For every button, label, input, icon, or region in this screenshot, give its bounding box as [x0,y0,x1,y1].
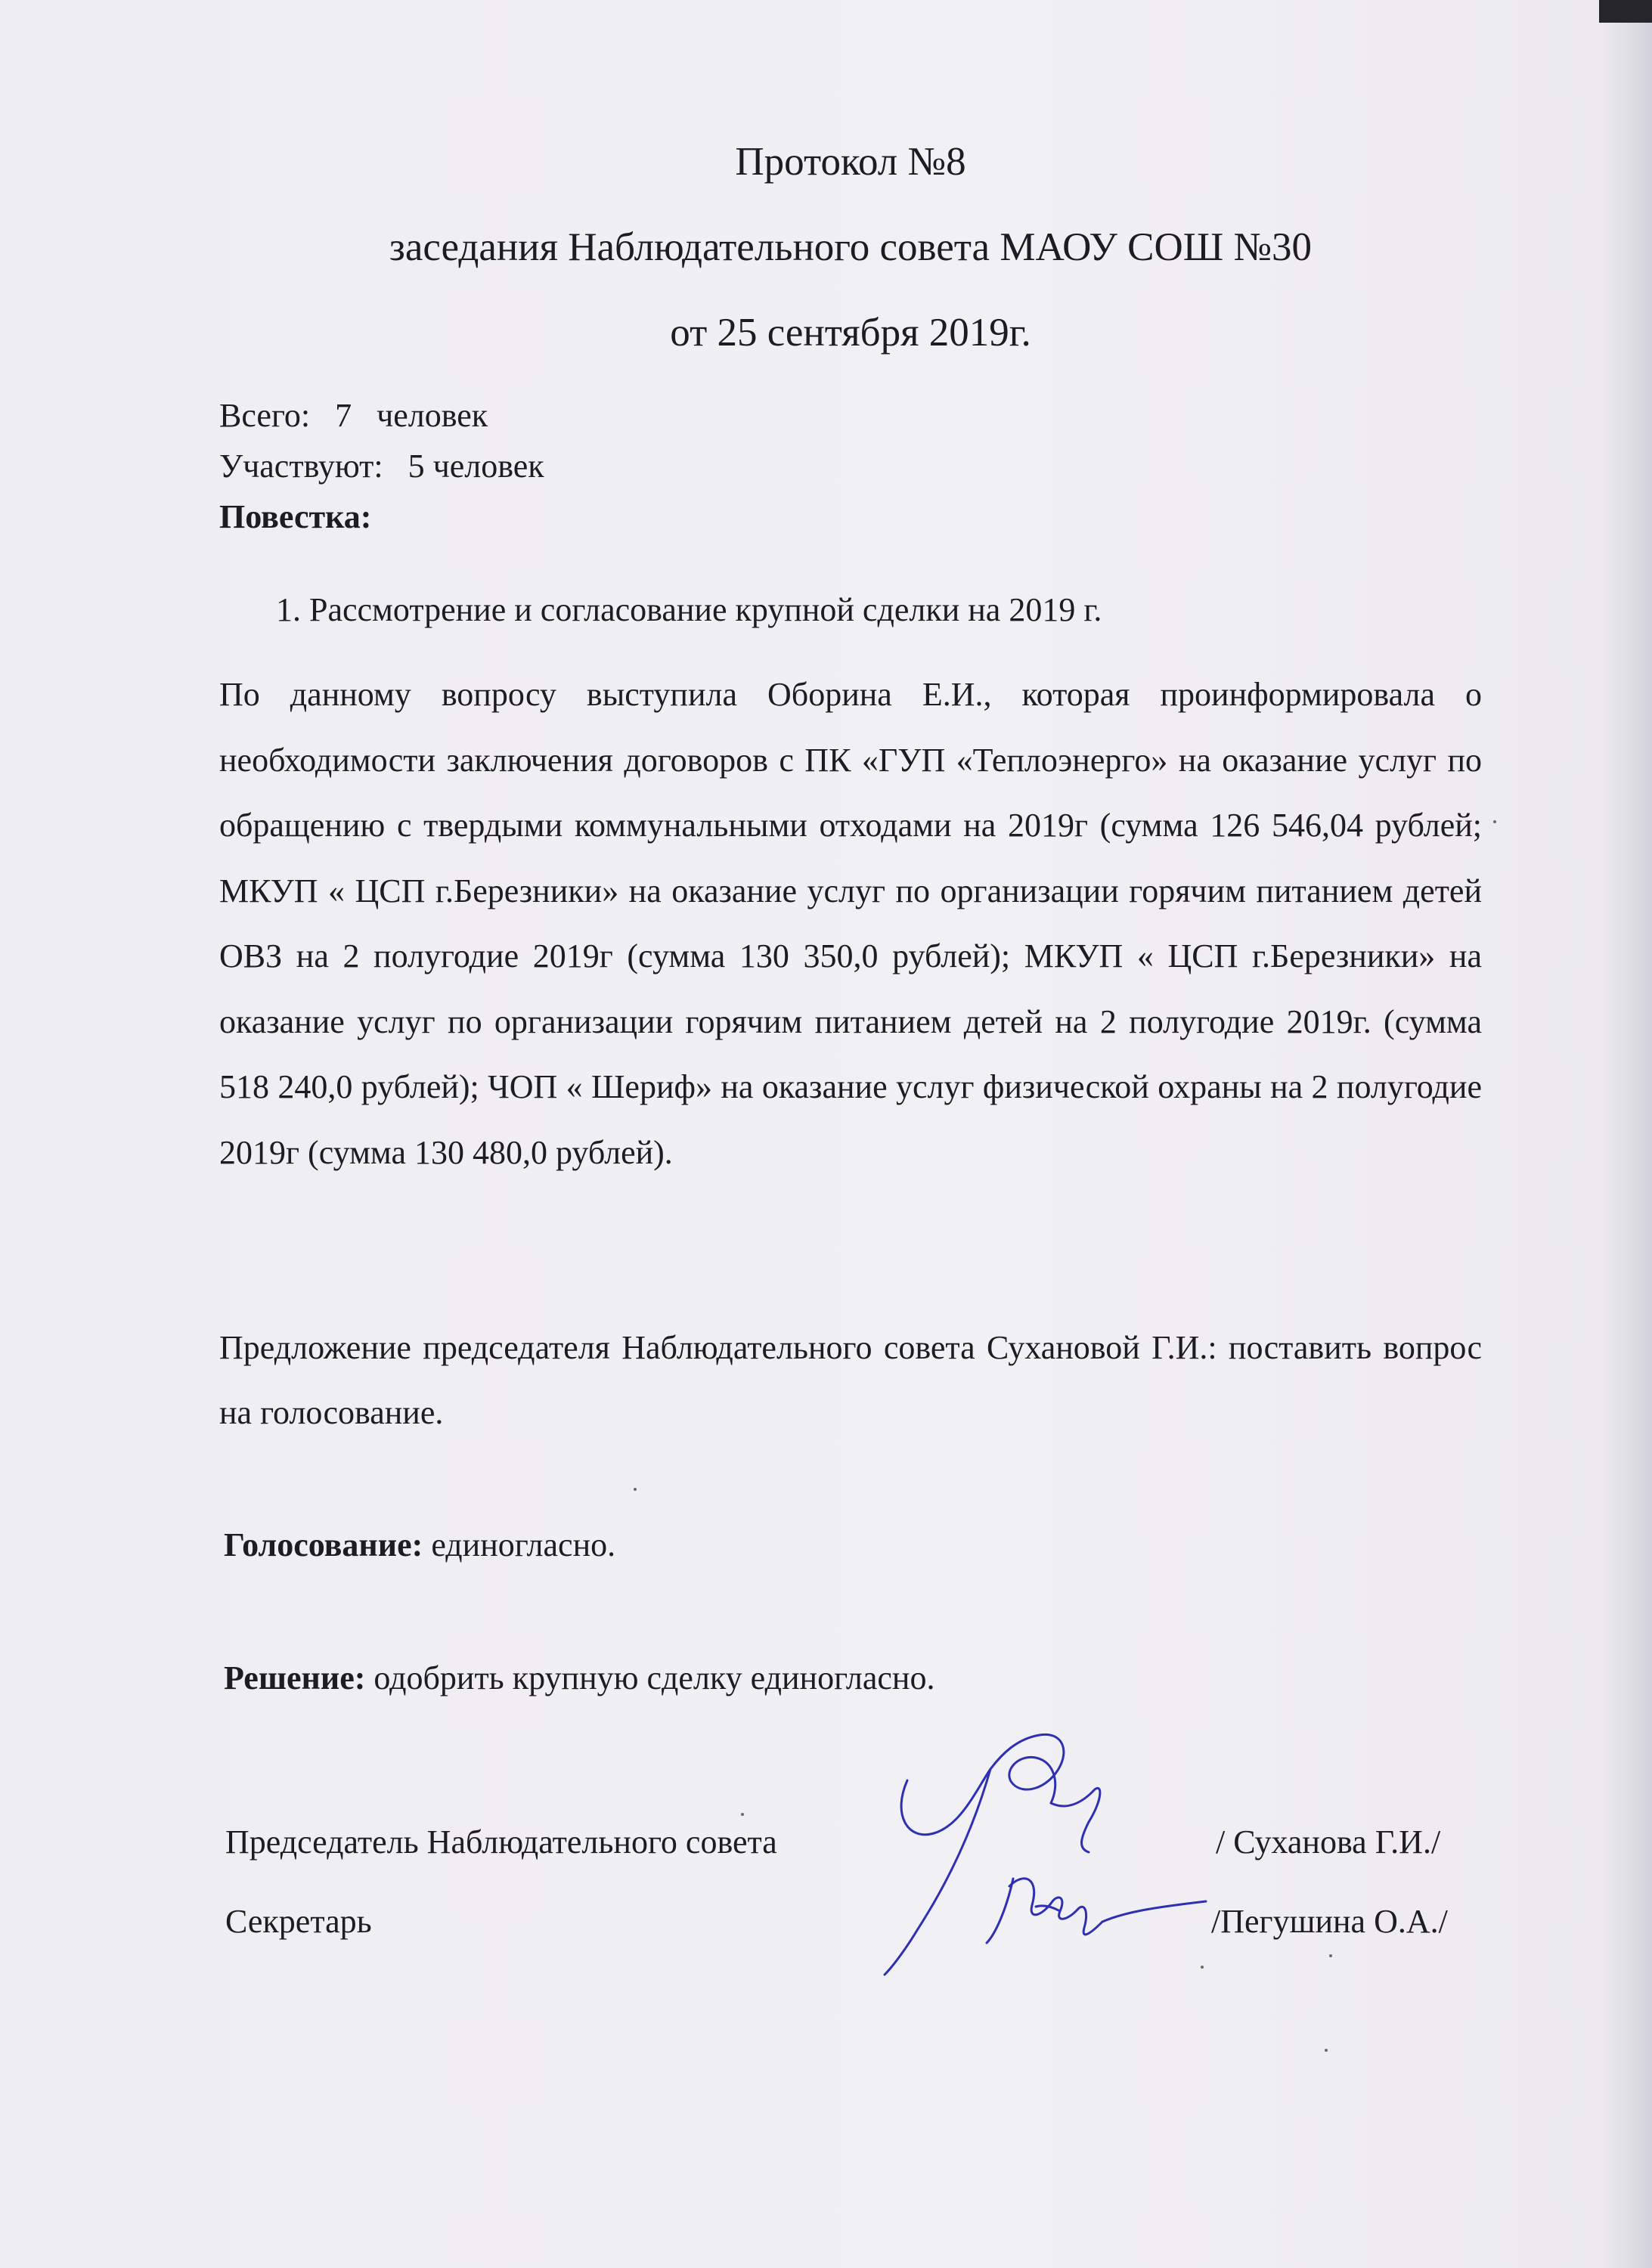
protocol-number-title: Протокол №8 [735,140,966,184]
meeting-date: от 25 сентября 2019г. [670,311,1031,355]
scan-speck [741,1813,744,1816]
total-members: Всего: 7 человек [219,397,488,434]
chair-role: Председатель Наблюдательного совета [225,1823,777,1861]
voting-line [224,1525,615,1566]
handwritten-signatures [862,1709,1225,1988]
decision-line [224,1658,934,1699]
chair-signature-stroke [901,1734,1064,1834]
scan-speck [1493,820,1496,823]
secretary-signature-stroke [1102,1901,1206,1922]
proposal-paragraph: Предложение председателя Наблюдательного совета Сухановой Г.И.: поставить вопрос на голосование. [219,1329,1482,1431]
secretary-signature-stroke [1009,1879,1102,1935]
chair-name: / Суханова Г.И./ [1216,1823,1441,1861]
chair-signature-stroke [1082,1822,1089,1852]
decision-label: Решение: [224,1659,366,1696]
discussion-paragraph: По данному вопросу выступила Оборина Е.И., которая проинформировала о необходимости заключения договоров с ПК «ГУП «Теплоэнерго» на оказание услуг по обращению с твердыми коммунальными отходами на 2019г (сумма 126 546,04 рублей; МКУП « ЦСП г.Березники» на оказание услуг по организации горячим питанием детей ОВЗ на 2 полугодие 2019г (сумма 130 350,0 рублей); МКУП « ЦСП г.Березники» на оказание услуг по организации горячим питанием детей на 2 полугодие 2019г. (сумма 518 240,0 рублей); ЧОП « Шериф» на оказание услуг физической охраны на 2 полугодие 2019г (сумма 130 480,0 рублей). [219,676,1482,1171]
secretary-signature-stroke [1036,1906,1060,1911]
scan-edge-shadow [1599,23,1652,2268]
voting-label: Голосование: [224,1526,423,1563]
voting-value: единогласно. [423,1526,616,1563]
agenda-item-1: 1. Рассмотрение и согласование крупной сделки на 2019 г. [276,591,1102,628]
scan-speck [1201,1966,1204,1969]
scan-speck [634,1488,637,1491]
secretary-name: /Пегушина О.А./ [1211,1903,1448,1940]
agenda-heading: Повестка: [219,498,372,535]
chair-signature-stroke [885,1769,990,1975]
chair-signature-stroke [1051,1788,1100,1822]
scan-speck [1325,2049,1328,2052]
scan-speck [1329,1954,1332,1957]
secretary-signature-stroke [987,1879,1013,1943]
secretary-role: Секретарь [225,1903,372,1940]
meeting-title: заседания Наблюдательного совета МАОУ СОШ №30 [389,225,1313,269]
decision-value: одобрить крупную сделку единогласно. [365,1659,935,1696]
participating-members: Участвуют: 5 человек [219,448,544,485]
scan-edge-dark [1599,0,1652,23]
